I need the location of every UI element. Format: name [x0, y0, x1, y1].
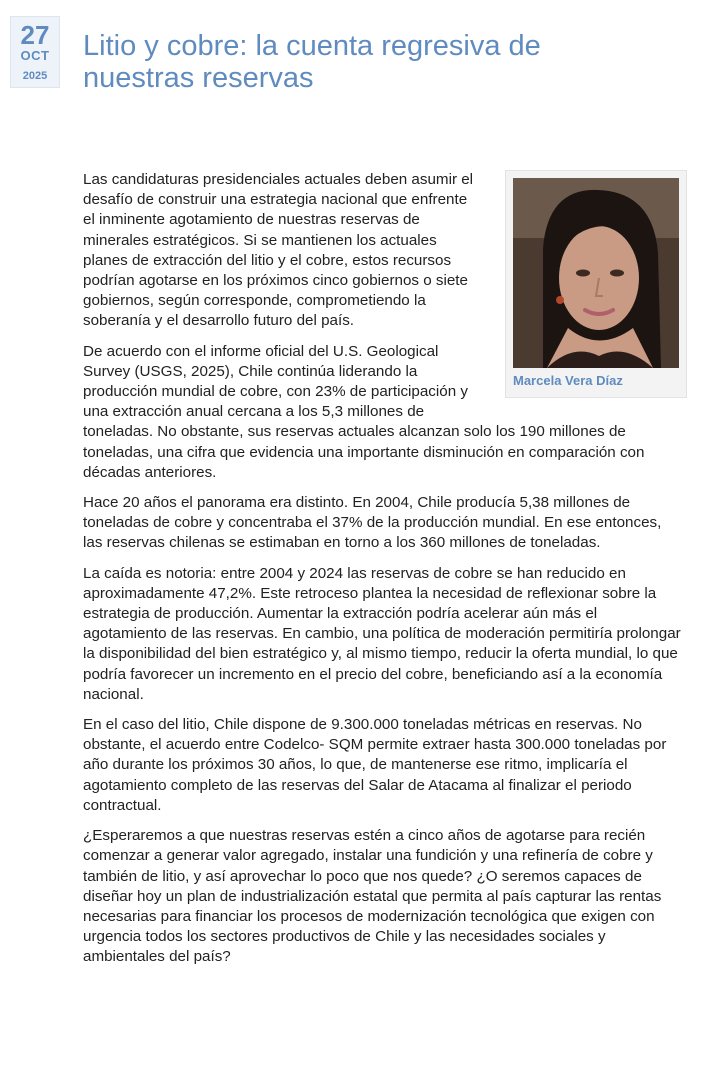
author-box [505, 170, 687, 398]
article-paragraph: Hace 20 años el panorama era distinto. En 2004, Chile producía 5,38 millones de toneladas de cobre y concentraba el 37% de la producción mundial. En ese entonces, las reservas chilenas se estimaban en torno a los 360 millones de toneladas. [83, 494, 662, 552]
date-year: 2025 [22, 70, 48, 82]
article-paragraph: Las candidaturas presidenciales actuales deben asumir el desafío de construir una estrategia nacional que enfrente el inminente agotamiento de nuestras reservas de minerales estratégicos. Si se mantienen los actuales planes de extracción del litio y el cobre, estos recursos podrían agotarse en los próximos cinco gobiernos o siete gobiernos, según corresponde, comprometiendo la soberanía y el desarrollo futuro del país. [83, 171, 474, 330]
author-name: Marcela Vera Díaz [513, 373, 623, 388]
date-badge [10, 16, 60, 88]
date-day: 27 [20, 20, 50, 50]
article-paragraph: ¿Esperaremos a que nuestras reservas estén a cinco años de agotarse para recién comenzar a generar valor agregado, instalar una fundición y una refinería de cobre y también de litio, y así aprovechar lo poco que nos quede? ¿O seremos capaces de diseñar hoy un plan de industrialización estatal que permita al país capturar las rentas necesarias para financiar los procesos de modernización tecnológica que exigen con urgencia todos los sectores productivos de Chile y las necesidades sociales y ambientales del país? [83, 827, 662, 966]
article-body [83, 170, 683, 978]
article-title: Litio y cobre: la cuenta regresiva de nuestras reservas [83, 30, 541, 94]
date-month: OCT [20, 48, 50, 63]
article-paragraph: En el caso del litio, Chile dispone de 9.300.000 toneladas métricas en reservas. No obstante, el acuerdo entre Codelco- SQM permite extraer hasta 300.000 toneladas por año durante los próximos 30 años, lo que, de mantenerse ese ritmo, implicaría el agotamiento completo de las reservas del Salar de Atacama al finalizar el periodo contractual. [83, 716, 667, 814]
author-portrait-image [513, 178, 679, 368]
article-paragraph: La caída es notoria: entre 2004 y 2024 las reservas de cobre se han reducido en aproximadamente 47,2%. Este retroceso plantea la necesidad de reflexionar sobre la estrategia de producción. Aumentar la extracción podría acelerar aún más el agotamiento de las reservas. En cambio, una política de moderación permitiría prolongar la disponibilidad del bien estratégico y, al mismo tiempo, reducir la oferta mundial, lo que podría favorecer un incremento en el precio del cobre, beneficiando así a la economía nacional. [83, 564, 681, 703]
author-photo [513, 178, 679, 368]
article-paragraph: De acuerdo con el informe oficial del U.S. Geological Survey (USGS, 2025), Chile continúa liderando la producción mundial de cobre, con 23% de participación y una extracción anual cercana a los 5,3 millones de toneladas. No obstante, sus reservas actuales alcanzan solo los 190 millones de toneladas, una cifra que evidencia una importante disminución en comparación con décadas anteriores. [83, 342, 645, 481]
